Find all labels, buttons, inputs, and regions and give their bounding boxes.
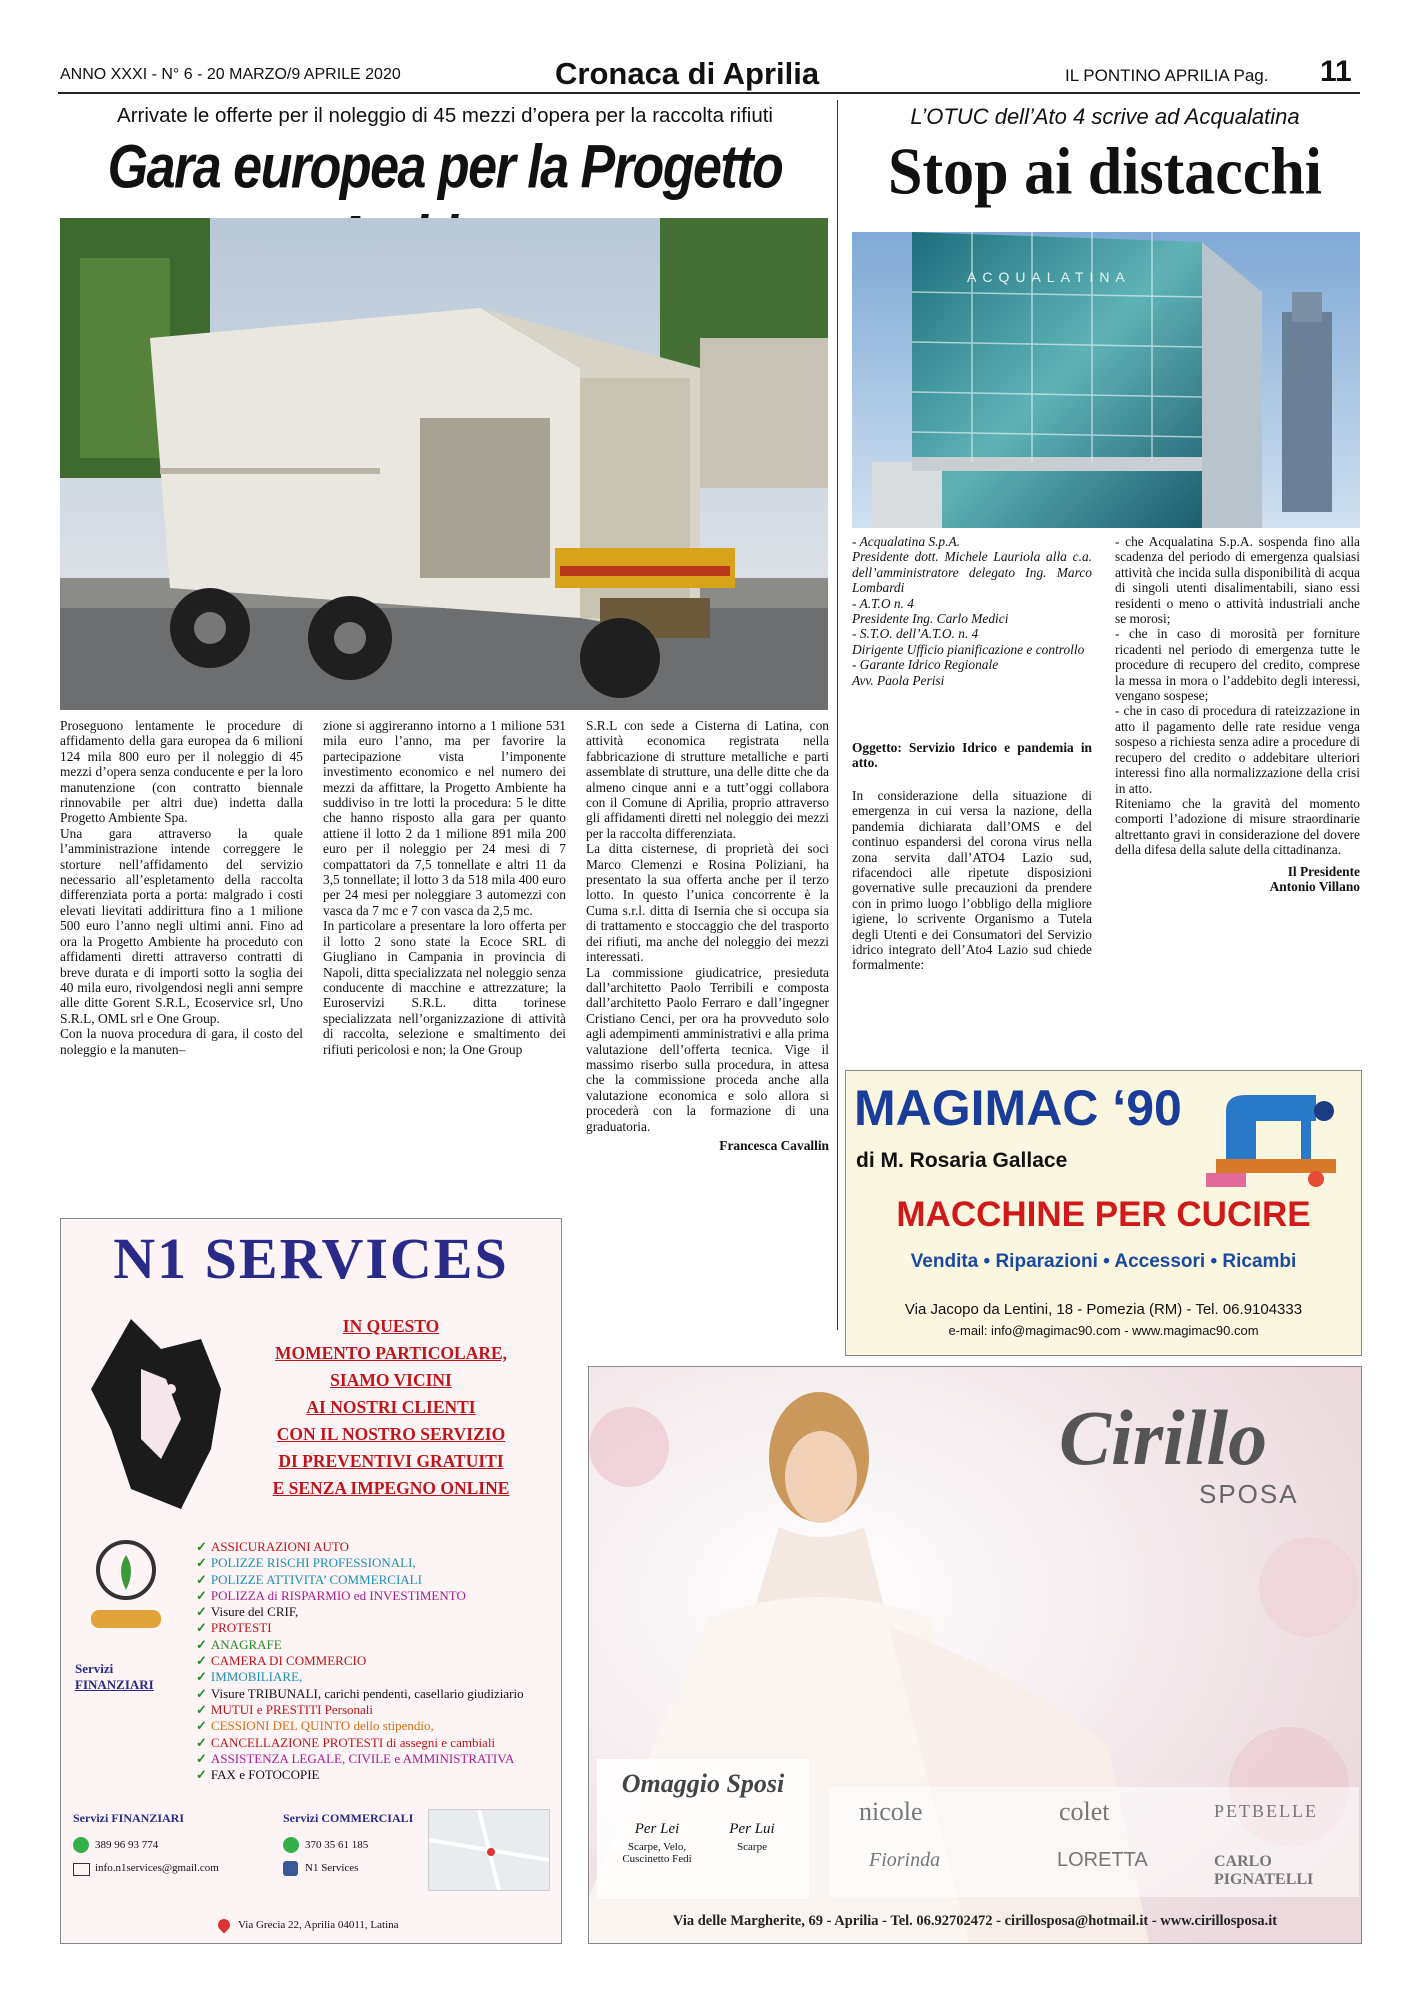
left-article-col1 (60, 718, 303, 1057)
service-text: POLIZZE ATTIVITA’ COMMERCIALI (210, 1571, 422, 1587)
garbage-truck-illustration (60, 218, 828, 710)
list-item (196, 1539, 556, 1555)
service-text: CANCELLAZIONE PROTESTI di assegni e cambiali (210, 1734, 496, 1750)
paragraph: Riteniamo che la gravità del momento comporti l’adozione di misure straordinarie altrettanto gravi in considerazione del dovere della difesa della salute della cittadinanza. (1115, 795, 1360, 858)
contact-fin-label: Servizi FINANZIARI (73, 1811, 184, 1825)
check-icon: ✓ (196, 1767, 207, 1783)
service-text: POLIZZA di RISPARMIO ed INVESTIMENTO (210, 1587, 466, 1603)
brand-loretta: LORETTA (1057, 1849, 1148, 1871)
check-icon: ✓ (196, 1636, 207, 1652)
service-text: MUTUI e PRESTITI Personali (210, 1701, 374, 1717)
phone-fin: 389 96 93 774 (95, 1839, 159, 1851)
letter-recipients: - Acqualatina S.p.A. Presidente dott. Michele Lauriola alla c.a. dell’amministratore delegato Ing. Marco Lombardi - A.T.O n. 4 Presidente Ing. Carlo Medici - S.T.O. dell’A.T.O. n. 4 Dirigente Ufficio pianificazione e controllo - Garante Idrico Regionale Avv. Paola Perisi (852, 534, 1092, 688)
list-item (196, 1735, 556, 1751)
check-icon: ✓ (196, 1620, 207, 1636)
check-icon: ✓ (196, 1555, 207, 1571)
brand-colet: colet (1059, 1797, 1110, 1826)
n1-title: N1 SERVICES (113, 1226, 509, 1291)
check-icon: ✓ (196, 1734, 207, 1750)
paragraph: La ditta cisternese, di proprietà dei soci Marco Clemenzi e Rosina Poliziani, ha presentato la sua offerta anche per il terzo lotto. In questo l’unica concorrente è la Cuma s.r.l. ditta di Isernia che si occupa sia di trattamento e stoccaggio che del trasporto dei rifiuti, ma anche del noleggio dei mezzi interessati. (586, 841, 829, 965)
cirillo-footer: Via delle Margherite, 69 - Aprilia - Tel. 06.92702472 - cirillosposa@hotmail.it - www.cirillosposa.it (672, 1913, 1278, 1929)
check-icon: ✓ (196, 1539, 207, 1554)
finanziari-label: FINANZIARI (75, 1677, 154, 1692)
n1-line: IN QUESTO (342, 1316, 440, 1336)
ad-n1-services (60, 1218, 562, 1944)
list-item (196, 1555, 556, 1571)
building-illustration (852, 232, 1360, 528)
paragraph: - che in caso di morosità per forniture ricadenti nel periodo di emergenza tutte le procedure di recupero del credito, comprese la messa in mora o l’addebito degli interessi, vengano sospese; (1115, 626, 1360, 704)
column-divider (837, 100, 838, 1330)
n1-line: SIAMO VICINI (330, 1370, 452, 1390)
whatsapp-icon (73, 1837, 89, 1853)
list-item (196, 1686, 556, 1702)
right-headline: Stop ai distacchi (887, 135, 1323, 209)
section-title: Cronaca di Aprilia (555, 56, 820, 91)
facebook-text: N1 Services (305, 1862, 359, 1874)
check-icon: ✓ (196, 1718, 207, 1734)
wolf-emblem-icon (71, 1309, 241, 1519)
service-text: ASSISTENZA LEGALE, CIVILE e AMMINISTRATIVA (210, 1750, 515, 1766)
n1-line: CON IL NOSTRO SERVIZIO (276, 1424, 506, 1444)
paragraph: - che in caso di procedura di rateizzazione in atto il pagamento delle rate residue venga sospeso a richiesta senza adire a procedure di recupero del credito o addebitare ulteriori interessi fino alla normalizzazione della crisi in atto. (1115, 703, 1360, 796)
finance-hands-icon (71, 1525, 181, 1645)
issue-info: ANNO XXXI - N° 6 - 20 MARZO/9 APRILE 2020 (60, 66, 401, 83)
acqualatina-building-photo (852, 232, 1360, 528)
phone-com: 370 35 61 185 (305, 1839, 369, 1851)
check-icon: ✓ (196, 1669, 207, 1685)
paragraph: Con la nuova procedura di gara, il costo del noleggio e la manuten– (60, 1026, 303, 1057)
cirillo-sub: SPOSA (1199, 1479, 1299, 1509)
n1-line: DI PREVENTIVI GRATUITI (278, 1451, 504, 1471)
brand-petbelle: PETBELLE (1214, 1801, 1318, 1821)
list-item (196, 1702, 556, 1718)
map-pin-icon (216, 1917, 233, 1934)
building-sign: ACQUALATINA (967, 269, 1131, 285)
list-item (196, 1572, 556, 1588)
email-text: info.n1services@gmail.com (95, 1862, 219, 1874)
service-text: POLIZZE RISCHI PROFESSIONALI, (210, 1555, 416, 1571)
service-text: ANAGRAFE (210, 1636, 282, 1652)
garbage-truck-photo (60, 218, 828, 710)
paragraph: - che Acqualatina S.p.A. sospenda fino alla scadenza del periodo di emergenza qualsiasi attività che incida sulla disponibilità di acqua di singoli utenti disalimentabili, siano essi residenti o meno o attività industriali anche se morosi; (1115, 534, 1360, 627)
check-icon: ✓ (196, 1750, 207, 1766)
paragraph: Proseguono lentamente le procedure di affidamento della gara europea da 6 milioni 124 mila 800 euro per il noleggio di 45 mezzi d’opera senza conducente e per la loro manutenzione (con contratto biennale rinnovabile per altri due) indetta dalla Progetto Ambiente Spa. (60, 718, 303, 826)
partner-brands (829, 1787, 1359, 1897)
magimac-services: Vendita • Riparazioni • Accessori • Ricambi (910, 1251, 1297, 1272)
magimac-headline: MACCHINE PER CUCIRE (896, 1195, 1311, 1234)
service-text: Visure del CRIF, (210, 1604, 299, 1620)
cirillo-logo: Cirillo (1059, 1394, 1268, 1481)
service-text: CESSIONI DEL QUINTO dello stipendio, (210, 1718, 434, 1734)
magimac-address: Via Jacopo da Lentini, 18 - Pomezia (RM) - Tel. 06.9104333 (904, 1301, 1303, 1318)
list-item (196, 1767, 556, 1783)
whatsapp-icon (283, 1837, 299, 1853)
servizi-label: Servizi (75, 1661, 114, 1676)
magimac-web: e-mail: info@magimac90.com - www.magimac90.com (948, 1323, 1259, 1338)
map-thumbnail (428, 1809, 550, 1891)
magimac-owner: di M. Rosaria Gallace (856, 1149, 1068, 1172)
check-icon: ✓ (196, 1701, 207, 1717)
email-icon (73, 1863, 90, 1876)
left-headline: Gara europea per la Progetto (107, 133, 783, 202)
paragraph: In particolare a presentare la loro offerta per il lotto 2 sono state la Ecoce SRL di Giugliano in Campania in provincia di Napoli, ditta specializzata nel noleggio senza conducente di macchine e attrezzature; la Euroservizi S.R.L. ditta torinese specializzata nell’organizzazione di attività di raccolta, selezione e smaltimento dei rifiuti pericolosi e non; la One Group (323, 918, 566, 1057)
per-lei-items: Scarpe, Velo, Cuscinetto Fedi (622, 1841, 692, 1865)
list-item (196, 1653, 556, 1669)
letter-body-left: In considerazione della situazione di emergenza in cui versa la nazione, della pandemia dichiarata dall’OMS e del continuo espandersi del corona virus nella zona servita dall’ATO4 Lazio sud, rifacendoci alle ripetute disposizioni governative sulle precauzioni da prendere con in primo luogo l’obbligo della migliore igiene, lo scrivente Organismo a Tutela degli Utenti e dei Consumatori del Servizio idrico integrato dell’Ato4 Lazio sud chiede formalmente: (852, 788, 1092, 973)
paragraph: Una gara attraverso la quale l’amministrazione intende correggere le storture nell’affidamento del servizio necessario all’espletamento della raccolta differenziata porta a porta: malgrado i costi elevati lievitati addirittura fino a 1 milione 500 euro l’anno negli ultimi anni. Fino ad ora la Progetto Ambiente ha proceduto con affidamenti diretti attraverso contratti di breve durata e di importi sotto la soglia dei 40 mila euro, rivolgendosi negli anni sempre alle ditte Gorent S.R.L, Ecoservice srl, Uno S.R.L, OML srl e One Group. (60, 825, 303, 1026)
per-lei-label: Per Lei (634, 1821, 680, 1837)
paragraph: zione si aggireranno intorno a 1 milione 531 mila euro l’anno, ma per favorire la partecipazione vista l’imponente investimento economico e nel numero dei mezzi da affittare, la Progetto Ambiente ha suddiviso in tre lotti la procedura: 5 le ditte che hanno risposto alla gara per quanto attiene il lotto 2 da 1 milione 891 mila 200 euro per il noleggio per 24 mesi di 7 compattatori da 7,5 tonnellate e altri 11 da 3,5 tonnellate; il lotto 3 da 518 mila 400 euro per 24 mesi per noleggiare 3 automezzi con vasca da 7 mc e 7 con vasca da 2,5 mc. (323, 718, 566, 918)
servizi-finanziari-label (75, 1661, 154, 1693)
n1-address: Via Grecia 22, Aprilia 04011, Latina (238, 1919, 399, 1931)
check-icon: ✓ (196, 1604, 207, 1620)
right-kicker: L’OTUC dell’Ato 4 scrive ad Acqualatina (910, 104, 1300, 129)
sewing-machine-icon (1206, 1081, 1346, 1191)
header-rule (58, 92, 1360, 94)
facebook-icon (283, 1861, 298, 1876)
check-icon: ✓ (196, 1685, 207, 1701)
magimac-title: MAGIMAC ‘90 (854, 1080, 1182, 1136)
service-text: FAX e FOTOCOPIE (210, 1767, 320, 1783)
paper-name: IL PONTINO APRILIA Pag. (1065, 66, 1269, 85)
paragraph: S.R.L con sede a Cisterna di Latina, con attività economica registrata nella fabbricazione di strutture metalliche e parti assemblate di strutture, una delle ditte che da almeno cinque anni e a tutt’oggi collabora con il Comune di Aprilia, proprio attraverso gli affidamenti diretti nel noleggio dei mezzi per la raccolta differenziata. (586, 718, 829, 841)
omaggio-sposi-panel (597, 1759, 809, 1899)
list-item (196, 1588, 556, 1604)
list-item (196, 1751, 556, 1767)
letter-body-right (1115, 534, 1360, 894)
service-text: IMMOBILIARE, (210, 1669, 303, 1685)
service-text: ASSICURAZIONI AUTO (210, 1539, 349, 1554)
page-number: 11 (1320, 55, 1352, 88)
letter-subject: Oggetto: Servizio Idrico e pandemia in atto. (852, 740, 1092, 771)
left-article-col3 (586, 718, 829, 1153)
brand-carlo-pignatelli: CARLO PIGNATELLI (1214, 1853, 1314, 1888)
check-icon: ✓ (196, 1653, 207, 1669)
service-text: CAMERA DI COMMERCIO (210, 1653, 367, 1669)
service-text: Visure TRIBUNALI, carichi pendenti, casellario giudiziario (210, 1685, 524, 1701)
list-item (196, 1620, 556, 1636)
per-lui-label: Per Lui (729, 1821, 775, 1837)
per-lui-items: Scarpe (737, 1841, 767, 1853)
list-item (196, 1718, 556, 1734)
n1-line: AI NOSTRI CLIENTI (306, 1397, 476, 1417)
signature-name: Antonio Villano (1269, 878, 1360, 894)
contact-com-label: Servizi COMMERCIALI (283, 1811, 414, 1825)
check-icon: ✓ (196, 1587, 207, 1603)
n1-line: E SENZA IMPEGNO ONLINE (272, 1478, 510, 1498)
n1-services-list (196, 1539, 556, 1783)
n1-message (231, 1313, 551, 1502)
service-text: PROTESTI (210, 1620, 272, 1636)
signature-role: Il Presidente (1287, 863, 1360, 879)
n1-line: MOMENTO PARTICOLARE, (274, 1343, 508, 1363)
check-icon: ✓ (196, 1571, 207, 1587)
left-article-col2 (323, 718, 566, 1057)
list-item (196, 1669, 556, 1685)
ad-magimac (845, 1070, 1362, 1356)
list-item (196, 1637, 556, 1653)
brand-nicole: nicole (859, 1797, 923, 1826)
ad-cirillo-sposa (588, 1366, 1362, 1944)
list-item (196, 1604, 556, 1620)
paragraph: La commissione giudicatrice, presieduta dall’architetto Paolo Terribili e composta dall’architetto Paolo Ferraro e dall’ingegner Cristiano Cenci, per ora ha provveduto solo agli adempimenti amministrativi e alla prima valutazione dell’offerta tecnica. Vige il massimo riserbo sulla procedura, in attesa che la commissione proceda anche alla valutazione economica e solo allora si procederà con la formazione di una graduatoria. (586, 964, 829, 1134)
brand-fiorinda: Fiorinda (869, 1849, 941, 1871)
byline: Francesca Cavallin (719, 1137, 829, 1153)
omaggio-title: Omaggio Sposi (621, 1769, 785, 1798)
left-kicker: Arrivate le offerte per il noleggio di 45 mezzi d’opera per la raccolta rifiuti (117, 104, 773, 127)
